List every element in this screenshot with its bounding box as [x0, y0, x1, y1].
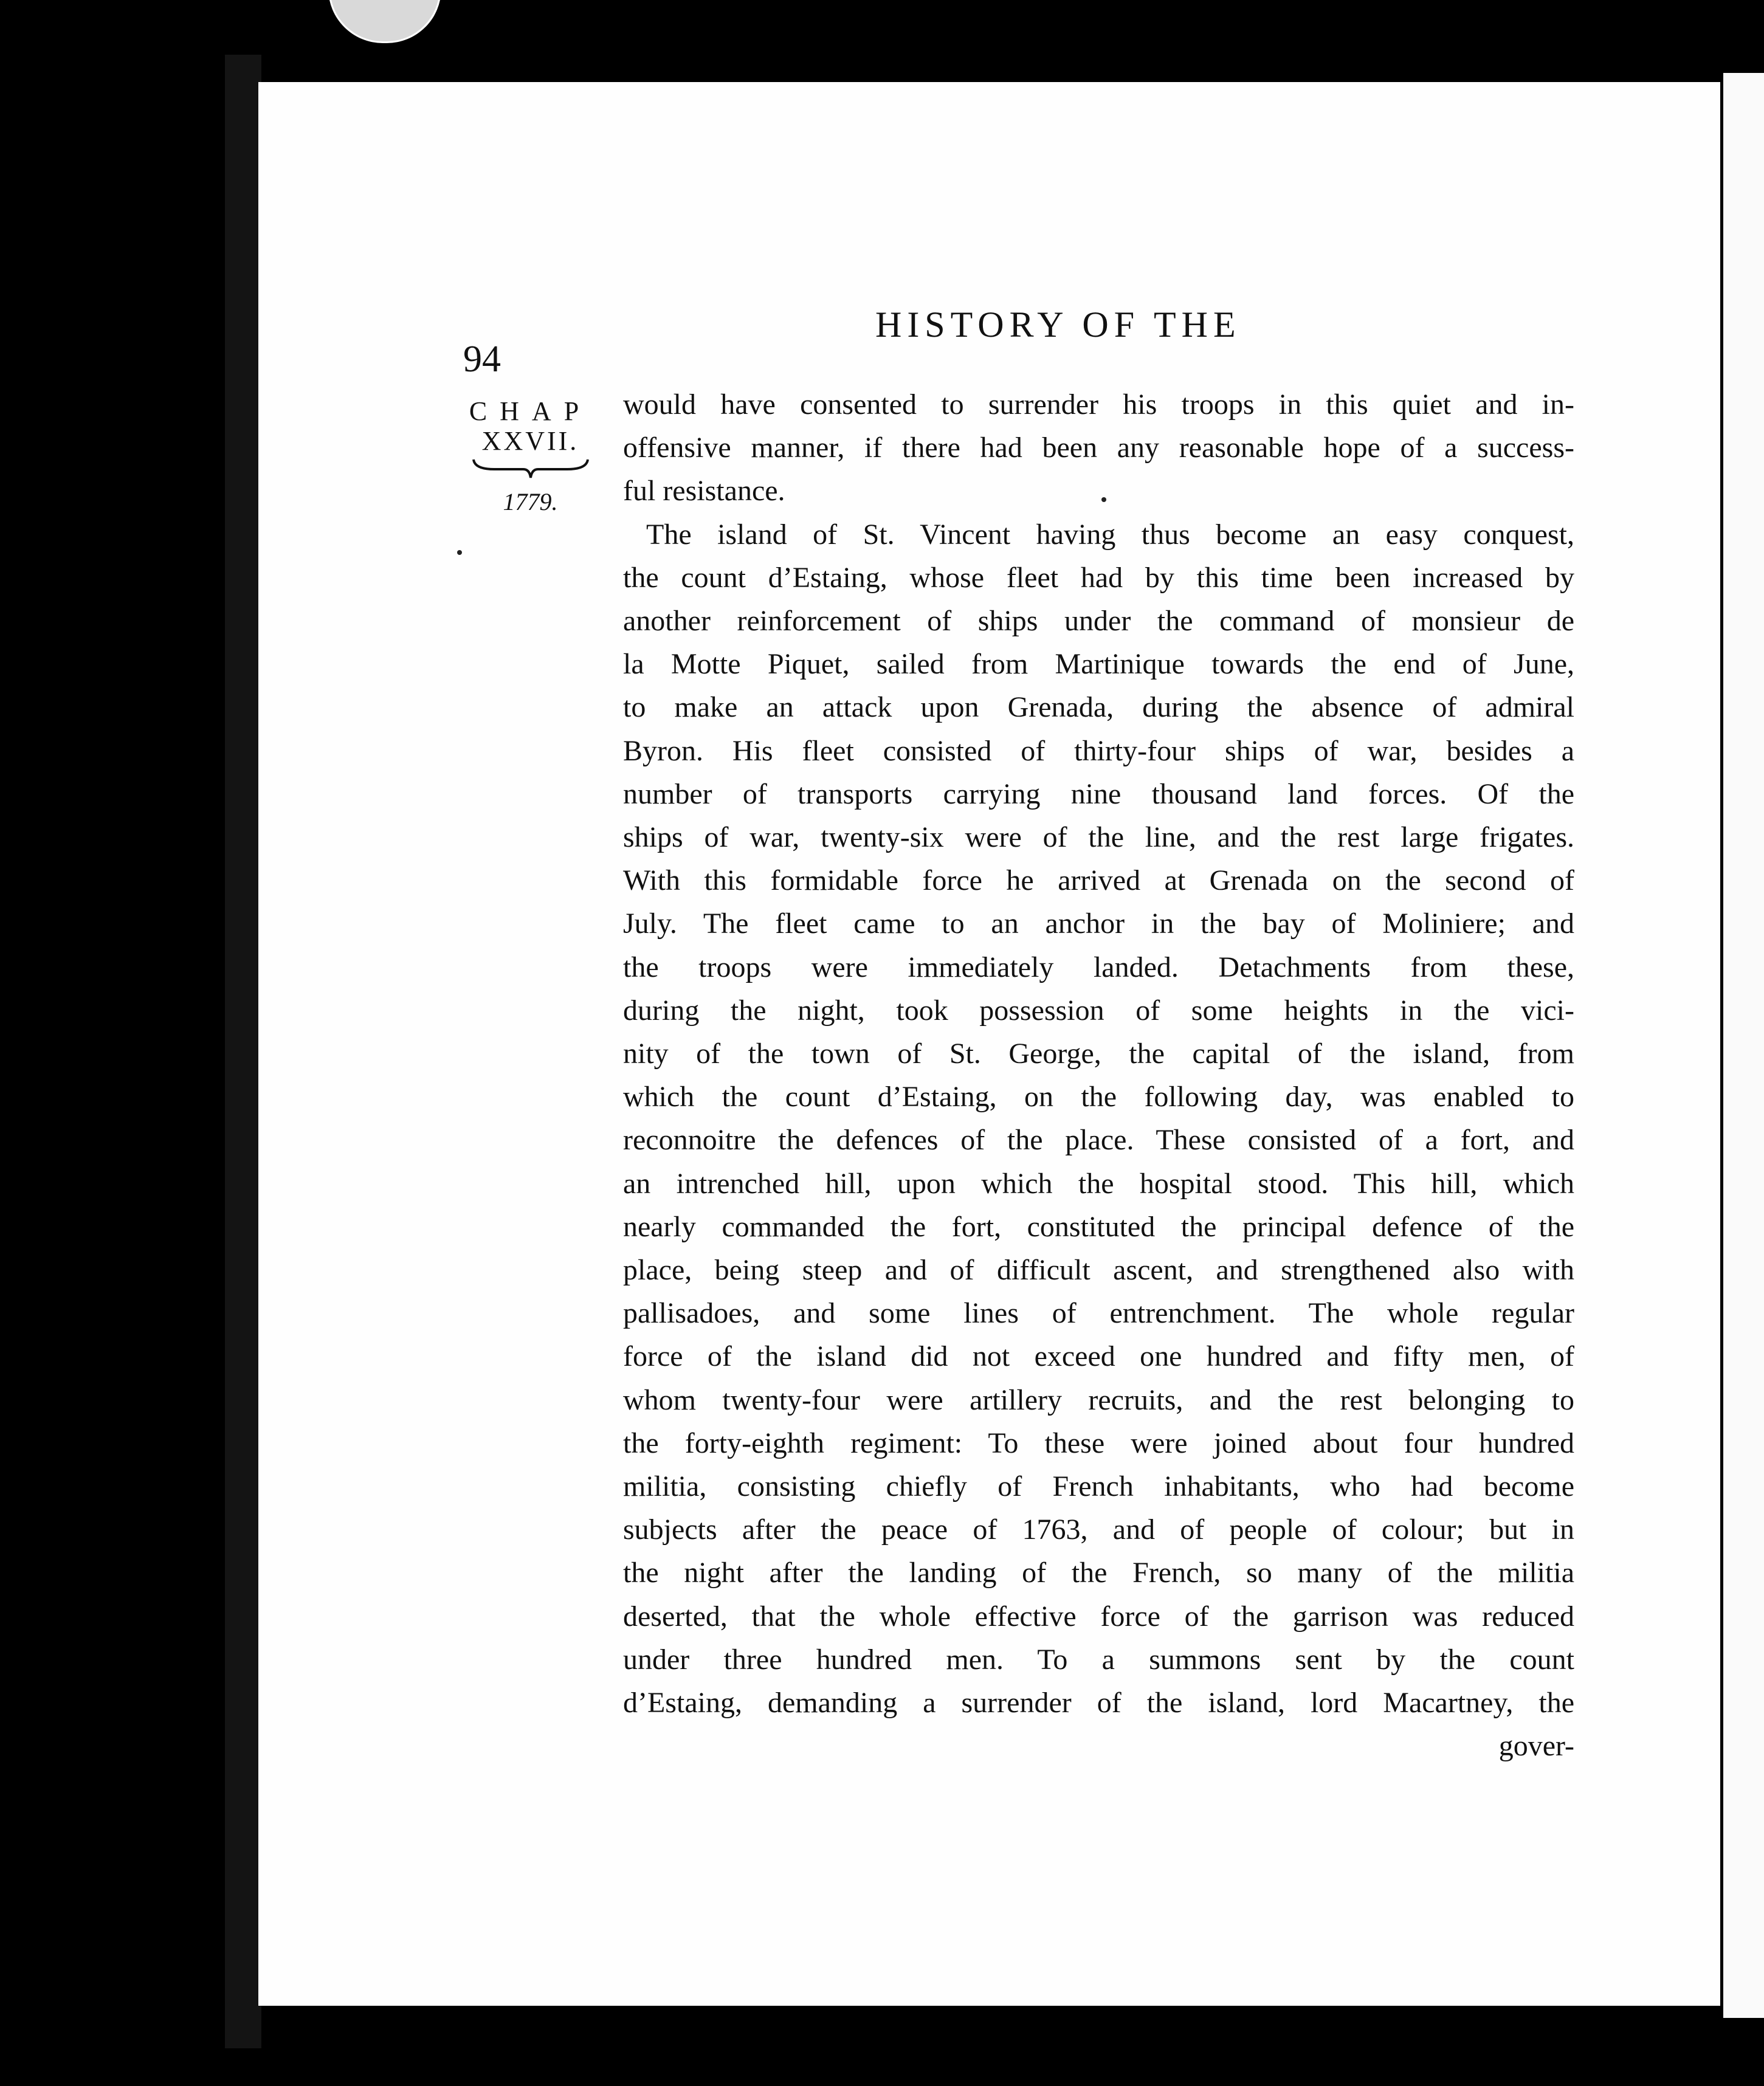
text-line: another reinforcement of ships under the command of monsieur de: [623, 605, 1574, 638]
library-seal-fragment: [328, 0, 441, 43]
text-line: the forty-eighth regiment: To these were joined about four hundred: [623, 1427, 1574, 1459]
facing-page-edge: [1723, 73, 1764, 2018]
text-line: which the count d’Estaing, on the following day, was enabled to: [623, 1081, 1574, 1114]
text-line: With this formidable force he arrived at Grenada on the second of: [623, 864, 1574, 897]
text-line: under three hundred men. To a summons sent by the count: [623, 1643, 1574, 1676]
page-number: 94: [463, 339, 501, 380]
chapter-number: XXVII.: [481, 426, 579, 456]
running-head: HISTORY OF THE: [875, 305, 1241, 345]
text-line: ful resistance.: [623, 475, 785, 508]
text-line: The island of St. Vincent having thus become an easy conquest,: [646, 518, 1574, 551]
text-line: deserted, that the whole effective force of the garrison was reduced: [623, 1600, 1574, 1633]
text-line: place, being steep and of difficult ascent, and strengthened also with: [623, 1254, 1574, 1287]
text-line: whom twenty-four were artillery recruits, and the rest belonging to: [623, 1383, 1574, 1416]
text-line: force of the island did not exceed one hundred and fifty men, of: [623, 1340, 1574, 1373]
margin-note: [462, 396, 599, 516]
catchword: gover-: [1498, 1730, 1574, 1763]
text-line: pallisadoes, and some lines of entrenchment. The whole regular: [623, 1297, 1574, 1330]
body-text: [623, 383, 1574, 1768]
text-line: during the night, took possession of some heights in the vici-: [623, 994, 1574, 1027]
text-line: Byron. His fleet consisted of thirty-four ships of war, besides a: [623, 734, 1574, 767]
ink-speck: [1101, 497, 1106, 502]
text-line: offensive manner, if there had been any reasonable hope of a success-: [623, 432, 1574, 464]
paragraph-1: [623, 383, 1574, 513]
text-line: the night after the landing of the French, so many of the militia: [623, 1557, 1574, 1589]
text-line: the troops were immediately landed. Detachments from these,: [623, 951, 1574, 983]
text-line: ships of war, twenty-six were of the line, and the rest large frigates.: [623, 821, 1574, 854]
book-spine: [225, 55, 261, 2048]
text-line: the count d’Estaing, whose fleet had by this time been increased by: [623, 561, 1574, 594]
chapter-label: CHAP: [469, 396, 592, 426]
text-line: d’Estaing, demanding a surrender of the island, lord Macartney, the: [623, 1687, 1574, 1719]
text-line: nearly commanded the fort, constituted the principal defence of the: [623, 1210, 1574, 1243]
text-line: militia, consisting chiefly of French inhabitants, who had become: [623, 1470, 1574, 1503]
text-line: to make an attack upon Grenada, during the absence of admiral: [623, 691, 1574, 724]
text-line: an intrenched hill, upon which the hospital stood. This hill, which: [623, 1167, 1574, 1200]
margin-year: 1779.: [503, 488, 558, 515]
text-line: July. The fleet came to an anchor in the bay of Moliniere; and: [623, 907, 1574, 940]
text-line: subjects after the peace of 1763, and of people of colour; but in: [623, 1513, 1574, 1546]
brace-ornament: [470, 456, 591, 480]
text-line: reconnoitre the defences of the place. These consisted of a fort, and: [623, 1124, 1574, 1157]
text-line: nity of the town of St. George, the capital of the island, from: [623, 1038, 1574, 1070]
text-line: la Motte Piquet, sailed from Martinique towards the end of June,: [623, 648, 1574, 681]
text-line: number of transports carrying nine thousand land forces. Of the: [623, 777, 1574, 810]
ink-speck: [457, 550, 462, 555]
text-line: would have consented to surrender his troops in this quiet and in-: [623, 388, 1574, 421]
paragraph-2: [623, 513, 1574, 1725]
